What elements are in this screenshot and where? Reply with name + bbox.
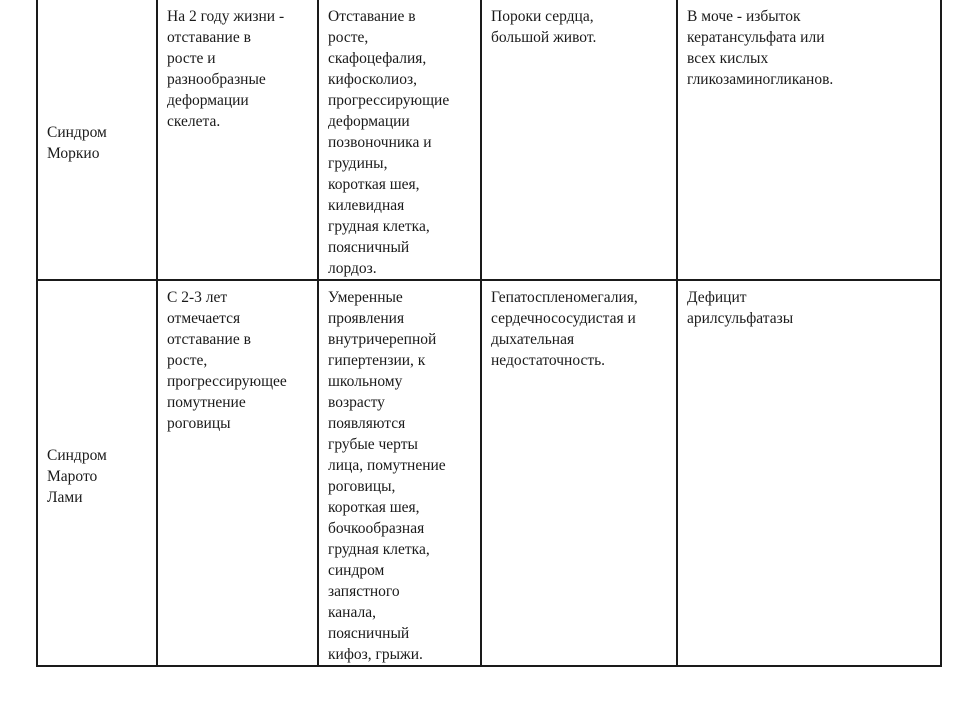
text-line: Гепатоспленомегалия, — [491, 289, 638, 306]
onset-text — [167, 287, 309, 434]
text-line: всех кислых — [687, 50, 769, 67]
text-line: Лами — [47, 488, 83, 506]
text-line: дыхательная — [491, 331, 575, 348]
text-line: Синдром — [47, 123, 107, 141]
text-line: В моче - избыток — [687, 8, 801, 25]
text-line: помутнение — [167, 394, 246, 411]
text-line: лица, помутнение — [328, 457, 446, 474]
text-line: возрасту — [328, 394, 385, 411]
text-line: поясничный — [328, 239, 410, 256]
text-line: синдром — [328, 562, 385, 579]
text-line: С 2-3 лет — [167, 289, 228, 306]
text-line: запястного — [328, 583, 400, 600]
text-line: Дефицит — [687, 289, 747, 306]
text-line: На 2 году жизни - — [167, 8, 285, 25]
text-line: проявления — [328, 310, 405, 327]
text-line: бочкообразная — [328, 520, 425, 537]
syndrome-name-cell — [37, 0, 157, 280]
text-line: деформации — [328, 113, 410, 130]
lab-cell — [677, 0, 941, 280]
lab-text — [687, 6, 932, 90]
text-line: прогрессирующие — [328, 92, 450, 109]
syndromes-table — [36, 0, 942, 667]
text-line: Синдром — [47, 446, 107, 464]
text-line: деформации — [167, 92, 249, 109]
text-line: росте и — [167, 50, 216, 67]
text-line: Моркио — [47, 144, 100, 162]
text-line: недостаточность. — [491, 352, 606, 369]
text-line: грудная клетка, — [328, 218, 430, 235]
text-line: короткая шея, — [328, 499, 420, 516]
text-line: килевидная — [328, 197, 405, 214]
syndrome-name — [47, 122, 148, 164]
organs-cell — [481, 280, 677, 666]
syndrome-name-cell — [37, 280, 157, 666]
text-line: прогрессирующее — [167, 373, 287, 390]
text-line: школьному — [328, 373, 403, 390]
text-line: отставание в — [167, 331, 251, 348]
table-row-morquio — [37, 0, 941, 280]
table-row-maroteaux-lamy — [37, 280, 941, 666]
text-line: росте, — [167, 352, 208, 369]
text-line: арилсульфатазы — [687, 310, 794, 327]
organs-text — [491, 6, 668, 48]
text-line: кифосколиоз, — [328, 71, 417, 88]
text-line: скафоцефалия, — [328, 50, 427, 67]
text-line: росте, — [328, 29, 369, 46]
lab-cell — [677, 280, 941, 666]
text-line: скелета. — [167, 113, 221, 130]
clinical-cell — [318, 280, 481, 666]
text-line: позвоночника и — [328, 134, 432, 151]
organs-text — [491, 287, 668, 371]
text-line: внутричерепной — [328, 331, 437, 348]
syndrome-name — [47, 445, 148, 508]
text-line: отмечается — [167, 310, 241, 327]
text-line: короткая шея, — [328, 176, 420, 193]
onset-cell — [157, 0, 318, 280]
text-line: отставание в — [167, 29, 251, 46]
text-line: сердечнососудистая и — [491, 310, 636, 327]
text-line: лордоз. — [328, 260, 377, 277]
clinical-cell — [318, 0, 481, 280]
text-line: большой живот. — [491, 29, 597, 46]
text-line: грудная клетка, — [328, 541, 430, 558]
text-line: поясничный — [328, 625, 410, 642]
text-line: разнообразные — [167, 71, 266, 88]
clinical-text — [328, 287, 472, 665]
onset-cell — [157, 280, 318, 666]
text-line: Пороки сердца, — [491, 8, 594, 25]
text-line: кератансульфата или — [687, 29, 825, 46]
organs-cell — [481, 0, 677, 280]
text-line: гликозаминогликанов. — [687, 71, 834, 88]
lab-text — [687, 287, 932, 329]
text-line: Отставание в — [328, 8, 416, 25]
text-line: Марото — [47, 467, 98, 485]
text-line: грудины, — [328, 155, 388, 172]
clinical-text — [328, 6, 472, 279]
text-line: гипертензии, к — [328, 352, 426, 369]
text-line: кифоз, грыжи. — [328, 646, 423, 663]
text-line: появляются — [328, 415, 406, 432]
text-line: канала, — [328, 604, 376, 621]
text-line: грубые черты — [328, 436, 418, 453]
text-line: роговицы — [167, 415, 231, 432]
onset-text — [167, 6, 309, 132]
text-line: роговицы, — [328, 478, 396, 495]
text-line: Умеренные — [328, 289, 403, 306]
